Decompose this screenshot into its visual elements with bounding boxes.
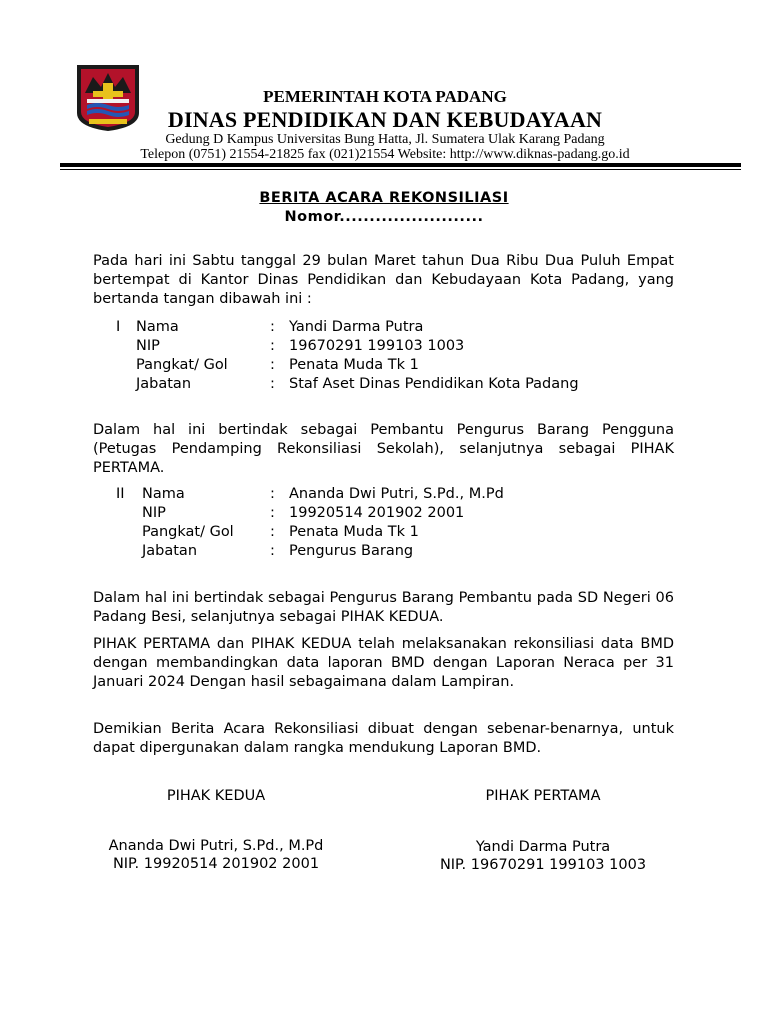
field-value: Staf Aset Dinas Pendidikan Kota Padang [289,376,579,392]
field-colon: : [270,376,275,392]
field-colon: : [270,357,275,373]
party-one-details [0,319,768,395]
signature-heading-left: PIHAK KEDUA [166,788,266,804]
field-label: Nama [142,486,185,502]
field-value: 19670291 199103 1003 [289,338,465,354]
body-paragraph: PIHAK PERTAMA dan PIHAK KEDUA telah melaksanakan rekonsiliasi data BMD dengan membandingkan data laporan BMD dengan Laporan Neraca per 31 Januari 2024 Dengan hasil sebagaimana dalam Lampiran. [93,636,674,690]
letterhead-rule-thick [60,163,741,167]
field-value: Yandi Darma Putra [289,319,424,335]
signatory-nip-right: NIP. 19670291 199103 1003 [439,857,647,873]
signatory-name-left: Ananda Dwi Putri, S.Pd., M.Pd [108,838,324,854]
field-value: Pengurus Barang [289,543,414,559]
document-title: BERITA ACARA REKONSILIASI [259,190,509,206]
field-label: NIP [136,338,160,354]
agency-contact: Telepon (0751) 21554-21825 fax (021)21554 Website: http://www.diknas-padang.go.id [140,147,630,162]
agency-name: DINAS PENDIDIKAN DAN KEBUDAYAAN [167,107,603,132]
field-label: Pangkat/ Gol [136,357,228,373]
signature-heading-right: PIHAK PERTAMA [485,788,601,804]
field-value: Penata Muda Tk 1 [289,524,419,540]
party-row [0,505,768,524]
signatory-name-right: Yandi Darma Putra [475,839,611,855]
party-numeral: II [116,486,125,502]
field-label: Jabatan [136,376,192,392]
party-two-role-paragraph: Dalam hal ini bertindak sebagai Pengurus Barang Pembantu pada SD Negeri 06 Padang Besi, selanjutnya sebagai PIHAK KEDUA. [93,590,674,625]
party-row [0,357,768,376]
letterhead-rule-thin [60,169,741,170]
field-label: Jabatan [142,543,198,559]
government-name: PEMERINTAH KOTA PADANG [263,87,507,106]
field-label: Nama [136,319,179,335]
closing-paragraph: Demikian Berita Acara Rekonsiliasi dibuat dengan sebenar-benarnya, untuk dapat dipergunakan dalam rangka mendukung Laporan BMD. [93,721,674,756]
signatory-nip-left: NIP. 19920514 201902 2001 [112,856,320,872]
padang-city-emblem-icon [75,63,141,133]
opening-paragraph: Pada hari ini Sabtu tanggal 29 bulan Maret tahun Dua Ribu Dua Puluh Empat bertempat di Kantor Dinas Pendidikan dan Kebudayaan Kota Padang, yang bertanda tangan dibawah ini : [93,253,674,307]
field-value: Penata Muda Tk 1 [289,357,419,373]
party-row [0,486,768,505]
agency-address: Gedung D Kampus Universitas Bung Hatta, Jl. Sumatera Ulak Karang Padang [165,132,605,147]
party-row [0,376,768,395]
party-one-role-paragraph: Dalam hal ini bertindak sebagai Pembantu Pengurus Barang Pengguna (Petugas Pendamping Rekonsiliasi Sekolah), selanjutnya sebagai PIHAK PERTAMA. [93,422,674,476]
field-colon: : [270,505,275,521]
party-row [0,319,768,338]
party-row [0,338,768,357]
field-colon: : [270,319,275,335]
field-value: Ananda Dwi Putri, S.Pd., M.Pd [289,486,504,502]
letterhead [0,0,768,175]
party-numeral: I [116,319,121,335]
party-row [0,524,768,543]
document-number: Nomor........................ [284,209,484,225]
field-colon: : [270,524,275,540]
field-value: 19920514 201902 2001 [289,505,465,521]
party-row [0,543,768,562]
party-two-details [0,486,768,562]
field-label: NIP [142,505,166,521]
field-colon: : [270,543,275,559]
field-label: Pangkat/ Gol [142,524,234,540]
field-colon: : [270,338,275,354]
field-colon: : [270,486,275,502]
